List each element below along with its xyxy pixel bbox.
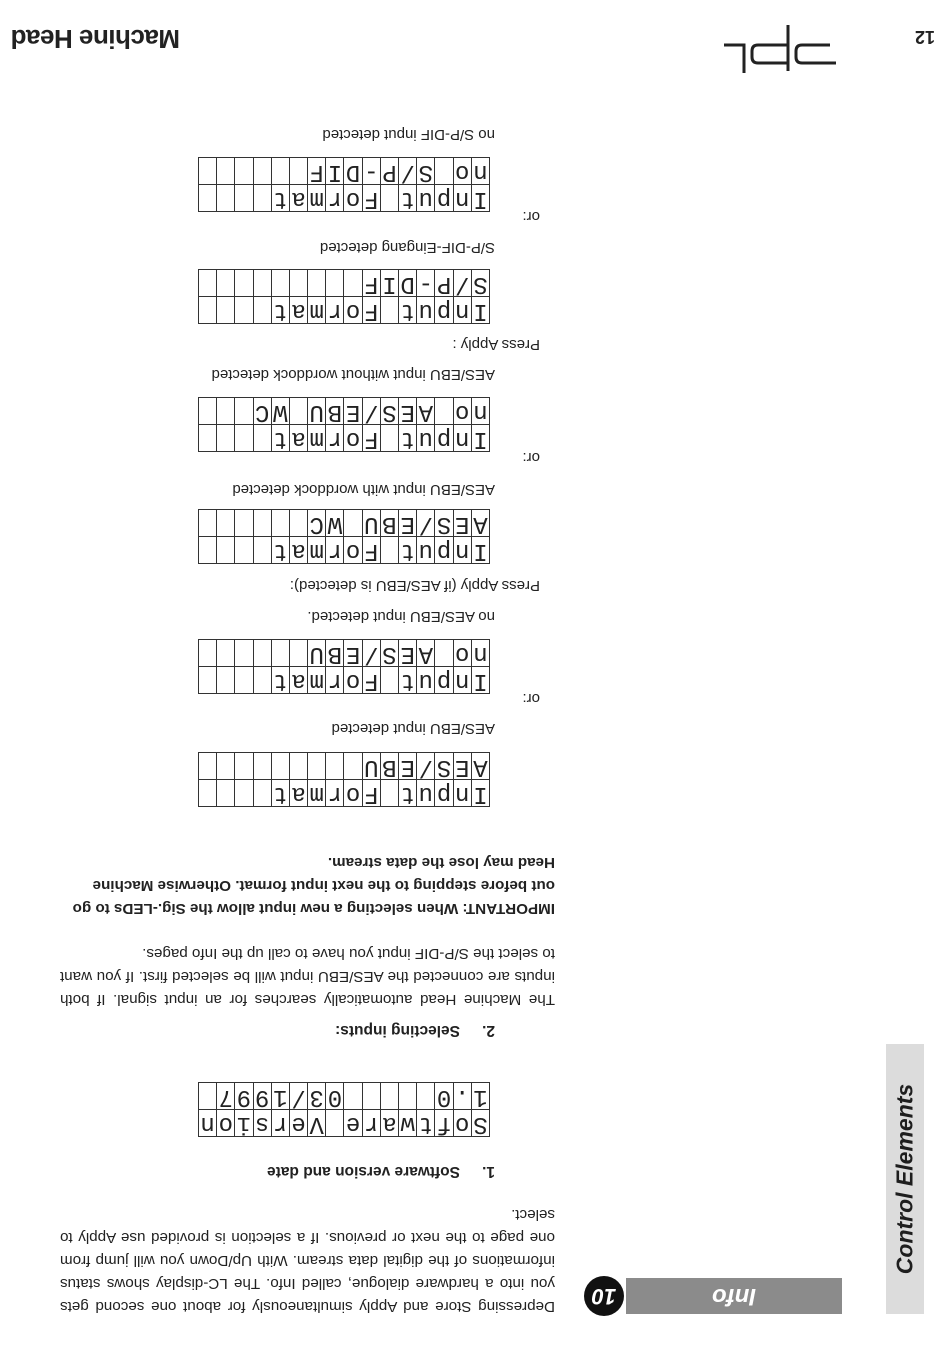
lcd-cell: . (455, 1083, 470, 1110)
lcd-cell (235, 640, 253, 667)
lcd-cell: / (418, 753, 434, 780)
lcd-cell (308, 753, 326, 780)
lcd-cell: S (436, 510, 452, 537)
lcd-cell: a (291, 425, 306, 452)
lcd-cell (199, 185, 217, 212)
lcd-cell: n (473, 398, 488, 425)
lcd-cell: n (455, 780, 470, 807)
press-apply-label: Press Apply : (452, 336, 540, 353)
section-title: Info (712, 1283, 756, 1310)
lcd-cell (235, 270, 253, 297)
lcd-cell: o (345, 667, 361, 694)
lcd-no-aes-ebu (198, 639, 490, 694)
lcd-cell (271, 158, 289, 185)
lcd-cell (380, 667, 398, 694)
step-2-paragraph: The Machine Head automatically searches for an input signal. If both inputs are connected the AES/EBU input will be selected first. If you want to select the S/P-DIF input you have to call up the Info pages. (60, 945, 555, 1008)
lcd-cell (380, 425, 398, 452)
lcd-cell: n (455, 185, 470, 212)
lcd-cell: s (254, 1110, 270, 1137)
lcd-cell: n (473, 158, 488, 185)
lcd-cell: n (455, 297, 470, 324)
lcd-cell: P (382, 158, 397, 185)
lcd-cell: m (309, 297, 324, 324)
caption-aes-ebu: AES/EBU input detected (331, 720, 495, 737)
lcd-cell: a (291, 297, 306, 324)
lcd-cell (289, 753, 307, 780)
lcd-sp-dif (198, 269, 490, 324)
lcd-cell: p (436, 667, 452, 694)
lcd-cell: o (345, 780, 361, 807)
lcd-cell: E (345, 398, 361, 425)
lcd-cell: S (473, 270, 488, 297)
lcd-cell: o (345, 425, 361, 452)
lcd-cell (235, 425, 253, 452)
lcd-cell: I (473, 667, 488, 694)
lcd-cell (235, 667, 253, 694)
step-1-heading (267, 1162, 495, 1180)
lcd-cell: t (418, 1110, 434, 1137)
lcd-cell: F (364, 425, 379, 452)
lcd-cell (235, 185, 253, 212)
lcd-cell: S (382, 398, 397, 425)
lcd-cell: / (364, 640, 379, 667)
lcd-cell (380, 537, 398, 564)
lcd-cell: B (327, 640, 343, 667)
lcd-block-row (199, 753, 490, 780)
lcd-cell (199, 398, 217, 425)
lcd-cell: I (473, 780, 488, 807)
lcd-version-row (199, 1110, 490, 1137)
lcd-cell: u (418, 185, 434, 212)
lcd-cell: i (236, 1110, 252, 1137)
lcd-cell (235, 158, 253, 185)
lcd-cell: m (309, 667, 324, 694)
lcd-cell: 9 (236, 1083, 252, 1110)
lcd-cell (253, 270, 271, 297)
lcd-cell: V (309, 1110, 324, 1137)
lcd-cell: I (382, 270, 397, 297)
lcd-block-row (199, 425, 490, 452)
lcd-cell: a (382, 1110, 397, 1137)
lcd-cell (380, 1083, 398, 1110)
lcd-cell (253, 185, 271, 212)
chapter-tab (886, 1044, 924, 1314)
lcd-cell (344, 510, 362, 537)
lcd-cell: o (455, 1110, 470, 1137)
lcd-cell: C (254, 398, 270, 425)
lcd-cell (289, 270, 307, 297)
lcd-cell: U (364, 753, 379, 780)
lcd-cell: 1 (273, 1083, 288, 1110)
lcd-cell (199, 537, 217, 564)
lcd-cell: F (364, 537, 379, 564)
caption-no-aes-ebu: no AES/EBU input detected. (307, 608, 495, 625)
lcd-cell: I (473, 185, 488, 212)
lcd-cell: m (309, 780, 324, 807)
lcd-cell: F (309, 158, 324, 185)
important-note: IMPORTANT: When selecting a new input allow the Sig.-LEDs to go out before stepping to the next input format. Otherwise Machine Head may lose the data stream. (72, 854, 555, 917)
spl-logo (720, 7, 840, 77)
lcd-cell (199, 158, 217, 185)
lcd-cell (326, 270, 344, 297)
press-apply-aes-label: Press Apply (if AES/EBU is detected): (289, 577, 540, 594)
intro-paragraph (60, 1203, 555, 1318)
lcd-cell: / (291, 1083, 306, 1110)
lcd-cell (253, 667, 271, 694)
lcd-cell (253, 297, 271, 324)
step-2-number: 2. (482, 1022, 495, 1039)
lcd-block-row (199, 158, 490, 185)
lcd-cell: u (418, 425, 434, 452)
lcd-cell: m (309, 185, 324, 212)
lcd-cell: t (273, 667, 288, 694)
lcd-cell: 7 (218, 1083, 233, 1110)
lcd-block-row (199, 398, 490, 425)
lcd-cell (308, 270, 326, 297)
section-header-bar (626, 1278, 842, 1314)
lcd-cell: F (364, 297, 379, 324)
lcd-cell (271, 510, 289, 537)
lcd-cell: S (473, 1110, 488, 1137)
lcd-cell: o (345, 185, 361, 212)
lcd-cell: o (218, 1110, 233, 1137)
lcd-cell: U (309, 640, 324, 667)
lcd-cell (417, 1083, 435, 1110)
lcd-cell: 1 (473, 1083, 488, 1110)
lcd-software-version (198, 1082, 490, 1137)
lcd-cell (271, 753, 289, 780)
lcd-cell: F (364, 185, 379, 212)
lcd-cell: - (418, 270, 434, 297)
lcd-cell (362, 1083, 380, 1110)
lcd-cell: n (455, 667, 470, 694)
lcd-cell (199, 297, 217, 324)
lcd-cell: U (309, 398, 324, 425)
lcd-cell: W (273, 398, 288, 425)
lcd-aes-ebu (198, 752, 490, 807)
lcd-cell (271, 640, 289, 667)
lcd-cell (235, 510, 253, 537)
lcd-cell: a (291, 780, 306, 807)
lcd-block-row (199, 640, 490, 667)
lcd-cell (435, 398, 453, 425)
lcd-aes-ebu-wc (198, 509, 490, 564)
lcd-cell (199, 270, 217, 297)
lcd-block-row (199, 780, 490, 807)
lcd-cell: B (327, 398, 343, 425)
lcd-cell: / (418, 510, 434, 537)
step-2-heading (335, 1021, 495, 1039)
lcd-block-row (199, 510, 490, 537)
lcd-cell: A (418, 640, 434, 667)
lcd-cell: / (364, 398, 379, 425)
lcd-cell: r (327, 537, 343, 564)
lcd-cell: r (327, 297, 343, 324)
lcd-cell (199, 640, 217, 667)
lcd-cell (344, 753, 362, 780)
lcd-cell: r (327, 185, 343, 212)
lcd-cell (380, 185, 398, 212)
lcd-cell: S (382, 640, 397, 667)
lcd-cell: u (418, 537, 434, 564)
lcd-cell: 0 (327, 1083, 343, 1110)
lcd-cell: e (345, 1110, 361, 1137)
lcd-cell: a (291, 185, 306, 212)
lcd-cell (217, 158, 235, 185)
lcd-cell: o (455, 158, 470, 185)
lcd-cell (235, 753, 253, 780)
lcd-cell: p (436, 185, 452, 212)
lcd-cell: 9 (254, 1083, 270, 1110)
lcd-cell (199, 667, 217, 694)
caption-no-aes-ebu-wc: AES/EBU input without worddock detected (211, 366, 495, 383)
lcd-cell: o (345, 297, 361, 324)
lcd-cell: E (400, 510, 415, 537)
lcd-cell (217, 185, 235, 212)
step-1-title: Software version and date (267, 1163, 460, 1180)
lcd-cell: m (309, 537, 324, 564)
lcd-cell: n (200, 1110, 215, 1137)
lcd-cell: t (400, 425, 415, 452)
step-1-number: 1. (482, 1163, 495, 1180)
lcd-cell (235, 297, 253, 324)
caption-no-sp-dif: no S/P-DIF input detected (322, 126, 495, 143)
lcd-cell: t (400, 667, 415, 694)
or-label-3: or: (522, 208, 540, 225)
lcd-block-row (199, 537, 490, 564)
lcd-cell (253, 780, 271, 807)
lcd-cell: r (364, 1110, 379, 1137)
lcd-cell: A (473, 510, 488, 537)
lcd-cell (217, 270, 235, 297)
lcd-cell (289, 158, 307, 185)
lcd-cell: P (436, 270, 452, 297)
lcd-cell: 3 (309, 1083, 324, 1110)
lcd-cell: p (436, 780, 452, 807)
lcd-cell: t (400, 780, 415, 807)
lcd-cell: E (400, 398, 415, 425)
lcd-cell: a (291, 667, 306, 694)
lcd-cell (326, 1110, 344, 1137)
lcd-cell (199, 425, 217, 452)
lcd-cell (217, 640, 235, 667)
lcd-block-row (199, 185, 490, 212)
lcd-cell: t (273, 780, 288, 807)
lcd-cell: D (400, 270, 415, 297)
lcd-cell: F (364, 270, 379, 297)
lcd-cell (253, 158, 271, 185)
lcd-cell (235, 537, 253, 564)
lcd-cell: o (455, 640, 470, 667)
lcd-cell (344, 270, 362, 297)
lcd-cell: t (273, 425, 288, 452)
lcd-cell: I (473, 537, 488, 564)
lcd-cell (217, 425, 235, 452)
step-2-title: Selecting inputs: (335, 1022, 460, 1039)
lcd-cell: F (364, 780, 379, 807)
or-label-1: or: (522, 690, 540, 707)
lcd-cell: t (400, 537, 415, 564)
lcd-cell: C (309, 510, 324, 537)
lcd-cell: E (455, 510, 470, 537)
lcd-cell: S (418, 158, 434, 185)
lcd-cell: u (418, 297, 434, 324)
lcd-cell: t (400, 297, 415, 324)
lcd-cell: A (418, 398, 434, 425)
lcd-cell (199, 510, 217, 537)
lcd-cell (199, 753, 217, 780)
lcd-cell: r (273, 1110, 288, 1137)
lcd-cell: I (473, 425, 488, 452)
lcd-cell: r (327, 667, 343, 694)
lcd-cell: o (345, 537, 361, 564)
lcd-cell (399, 1083, 417, 1110)
lcd-cell: w (400, 1110, 415, 1137)
lcd-cell: D (345, 158, 361, 185)
lcd-cell (199, 1083, 217, 1110)
lcd-cell: W (327, 510, 343, 537)
lcd-cell: B (382, 510, 397, 537)
lcd-cell (271, 270, 289, 297)
lcd-cell: U (364, 510, 379, 537)
lcd-cell: u (418, 667, 434, 694)
lcd-cell: t (400, 185, 415, 212)
page-number: 12 (914, 27, 935, 47)
lcd-cell: t (273, 297, 288, 324)
lcd-cell: F (364, 667, 379, 694)
lcd-cell: B (382, 753, 397, 780)
lcd-cell: n (455, 425, 470, 452)
chapter-tab-label: Control Elements (891, 1083, 918, 1275)
lcd-cell (217, 510, 235, 537)
lcd-cell (253, 537, 271, 564)
lcd-cell (235, 398, 253, 425)
lcd-cell (344, 1083, 362, 1110)
lcd-cell: 0 (436, 1083, 452, 1110)
lcd-cell (435, 640, 453, 667)
caption-aes-ebu-wc: AES/EBU input with worddock detected (232, 481, 495, 498)
lcd-cell (253, 753, 271, 780)
lcd-cell (289, 398, 307, 425)
lcd-cell: I (327, 158, 343, 185)
lcd-cell: a (291, 537, 306, 564)
lcd-cell (253, 640, 271, 667)
lcd-block-row (199, 297, 490, 324)
lcd-cell: E (345, 640, 361, 667)
lcd-cell (253, 510, 271, 537)
lcd-cell: p (436, 297, 452, 324)
lcd-cell (217, 753, 235, 780)
lcd-cell (289, 640, 307, 667)
lcd-cell (217, 297, 235, 324)
lcd-cell (380, 780, 398, 807)
lcd-cell: S (436, 753, 452, 780)
lcd-cell: E (400, 753, 415, 780)
lcd-version-row (199, 1083, 490, 1110)
lcd-cell (253, 425, 271, 452)
lcd-block-row (199, 667, 490, 694)
lcd-cell (217, 667, 235, 694)
lcd-cell: t (273, 537, 288, 564)
lcd-cell: E (400, 640, 415, 667)
lcd-cell: r (327, 425, 343, 452)
lcd-cell: p (436, 425, 452, 452)
lcd-block-row (199, 270, 490, 297)
lcd-cell: I (473, 297, 488, 324)
or-label-2: or: (522, 449, 540, 466)
lcd-cell: o (455, 398, 470, 425)
lcd-cell: n (473, 640, 488, 667)
lcd-cell: f (436, 1110, 452, 1137)
lcd-cell: r (327, 780, 343, 807)
running-title: Machine Head (11, 24, 180, 54)
lcd-cell: p (436, 537, 452, 564)
lcd-cell: t (273, 185, 288, 212)
lcd-cell: - (364, 158, 379, 185)
lcd-cell (199, 780, 217, 807)
lcd-cell: n (455, 537, 470, 564)
lcd-cell: E (455, 753, 470, 780)
lcd-cell: u (418, 780, 434, 807)
lcd-cell: / (455, 270, 470, 297)
lcd-no-sp-dif (198, 157, 490, 212)
section-number-badge: 10 (584, 1276, 624, 1316)
lcd-cell: A (473, 753, 488, 780)
lcd-no-aes-ebu-wc (198, 397, 490, 452)
lcd-cell (326, 753, 344, 780)
lcd-cell (217, 537, 235, 564)
intro-text: Depressing Store and Apply simultaneously for about one second gets you into a hardware dialogue, called Info. The LC-display shows status informations of the digital data stream. With Up/Down you will jump from one page to the next or previous. If a selection is provided use Apply to select. (60, 1206, 555, 1315)
lcd-cell: m (309, 425, 324, 452)
lcd-cell: e (291, 1110, 306, 1137)
lcd-cell (217, 398, 235, 425)
lcd-cell: / (400, 158, 415, 185)
caption-sp-dif: S/P-DIF-Eingang detected (319, 239, 495, 256)
lcd-cell (289, 510, 307, 537)
lcd-cell (435, 158, 453, 185)
lcd-cell (235, 780, 253, 807)
lcd-cell (217, 780, 235, 807)
lcd-cell (380, 297, 398, 324)
